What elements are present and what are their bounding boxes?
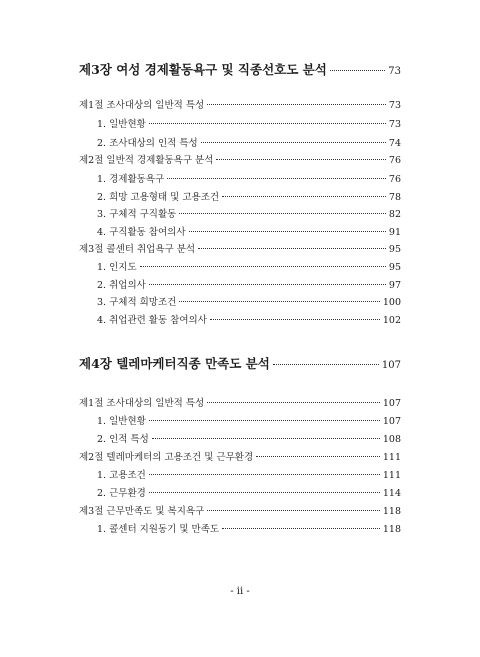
toc-item[interactable]	[97, 116, 401, 130]
toc-item-title: 2. 조사대상의 인적 특성	[97, 138, 198, 149]
toc-item-title: 3. 구체적 희망조건	[97, 297, 177, 308]
toc-section-title: 제1절 조사대상의 일반적 특성	[79, 398, 205, 409]
toc-item[interactable]	[97, 206, 401, 220]
toc-section-title: 제3절 콜센터 취업욕구 분석	[79, 244, 196, 255]
toc-section[interactable]	[79, 503, 401, 517]
toc-page-number: 107	[382, 398, 401, 409]
toc-item[interactable]	[97, 135, 401, 149]
dot-leader	[222, 528, 380, 529]
toc-item-title: 1. 일반현황	[97, 416, 146, 427]
toc-page-number: 118	[382, 524, 401, 535]
toc-page-number: 100	[382, 297, 401, 308]
toc-item-title: 4. 취업관련 활동 참여의사	[97, 315, 207, 326]
toc-page-number: 111	[382, 452, 401, 463]
toc-item[interactable]	[97, 171, 401, 185]
dot-leader	[207, 104, 386, 105]
toc-item-title: 2. 희망 고용형태 및 고용조건	[97, 192, 220, 203]
toc-item[interactable]	[97, 224, 401, 238]
toc-page-number: 73	[388, 66, 401, 77]
toc-page-number: 118	[382, 506, 401, 517]
toc-page-number: 108	[382, 434, 401, 445]
dot-leader	[201, 142, 386, 143]
toc-page-number: 82	[388, 209, 401, 220]
dot-leader	[149, 474, 380, 475]
toc-page-number: 107	[382, 416, 401, 427]
dot-leader	[179, 213, 386, 214]
page-number-footer: - ii -	[230, 586, 250, 597]
dot-leader	[222, 196, 386, 197]
toc-item-title: 1. 인지도	[97, 262, 137, 273]
dot-leader	[149, 492, 380, 493]
dot-leader	[216, 159, 386, 160]
toc-chapter-title: 제4장 텔레마케터직종 만족도 분석	[79, 356, 270, 371]
dot-leader	[256, 456, 380, 457]
toc-section-title: 제2절 텔레마케터의 고용조건 및 근무환경	[79, 452, 254, 463]
toc-page-number: 91	[388, 227, 401, 238]
toc-item[interactable]	[97, 431, 401, 445]
toc-page-number: 97	[388, 280, 401, 291]
toc-item-title: 3. 구체적 구직활동	[97, 209, 177, 220]
toc-item[interactable]	[97, 312, 401, 326]
toc-chapter-3[interactable]	[79, 60, 401, 78]
dot-leader	[330, 70, 385, 71]
toc-item-title: 1. 경제활동욕구	[97, 174, 165, 185]
toc-item-title: 1. 고용조건	[97, 470, 146, 481]
toc-item[interactable]	[97, 521, 401, 535]
dot-leader	[210, 319, 380, 320]
dot-leader	[167, 178, 386, 179]
toc-item-title: 2. 근무환경	[97, 488, 146, 499]
toc-item-title: 1. 일반현황	[97, 119, 146, 130]
toc-section-title: 제1절 조사대상의 일반적 특성	[79, 100, 205, 111]
toc-page-number: 76	[388, 155, 401, 166]
toc-item-title: 2. 취업의사	[97, 280, 146, 291]
toc-item[interactable]	[97, 485, 401, 499]
toc-section-title: 제3절 근무만족도 및 복지욕구	[79, 506, 205, 517]
dot-leader	[207, 510, 380, 511]
toc-page-number: 114	[382, 488, 401, 499]
toc-page-number: 111	[382, 470, 401, 481]
toc-page-number: 107	[381, 360, 401, 371]
toc-section[interactable]	[79, 152, 401, 166]
dot-leader	[273, 364, 379, 365]
toc-page-number: 102	[382, 315, 401, 326]
toc-section-title: 제2절 일반적 경제활동욕구 분석	[79, 155, 214, 166]
toc-chapter-title: 제3장 여성 경제활동욕구 및 직종선호도 분석	[79, 62, 327, 77]
dot-leader	[149, 420, 380, 421]
toc-item[interactable]	[97, 189, 401, 203]
toc-item[interactable]	[97, 277, 401, 291]
toc-page-number: 73	[388, 119, 401, 130]
toc-item-title: 1. 콜센터 지원동기 및 만족도	[97, 524, 220, 535]
toc-page-number: 73	[388, 100, 401, 111]
toc-section[interactable]	[79, 97, 401, 111]
dot-leader	[198, 248, 386, 249]
toc-item[interactable]	[97, 467, 401, 481]
dot-leader	[140, 266, 386, 267]
dot-leader	[179, 301, 380, 302]
toc-section[interactable]	[79, 241, 401, 255]
toc-section[interactable]	[79, 395, 401, 409]
toc-page-number: 76	[388, 174, 401, 185]
toc-chapter-4[interactable]	[79, 354, 401, 372]
toc-page-number: 95	[388, 262, 401, 273]
dot-leader	[152, 438, 380, 439]
toc-page-number: 95	[388, 244, 401, 255]
toc-page-number: 78	[388, 192, 401, 203]
toc-item-title: 4. 구직활동 참여의사	[97, 227, 186, 238]
toc-item-title: 2. 인적 특성	[97, 434, 149, 445]
toc-section[interactable]	[79, 449, 401, 463]
dot-leader	[149, 123, 386, 124]
dot-leader	[207, 402, 380, 403]
toc-item[interactable]	[97, 413, 401, 427]
toc-item[interactable]	[97, 294, 401, 308]
dot-leader	[189, 231, 386, 232]
dot-leader	[149, 284, 386, 285]
toc-item[interactable]	[97, 259, 401, 273]
toc-page-number: 74	[388, 138, 401, 149]
